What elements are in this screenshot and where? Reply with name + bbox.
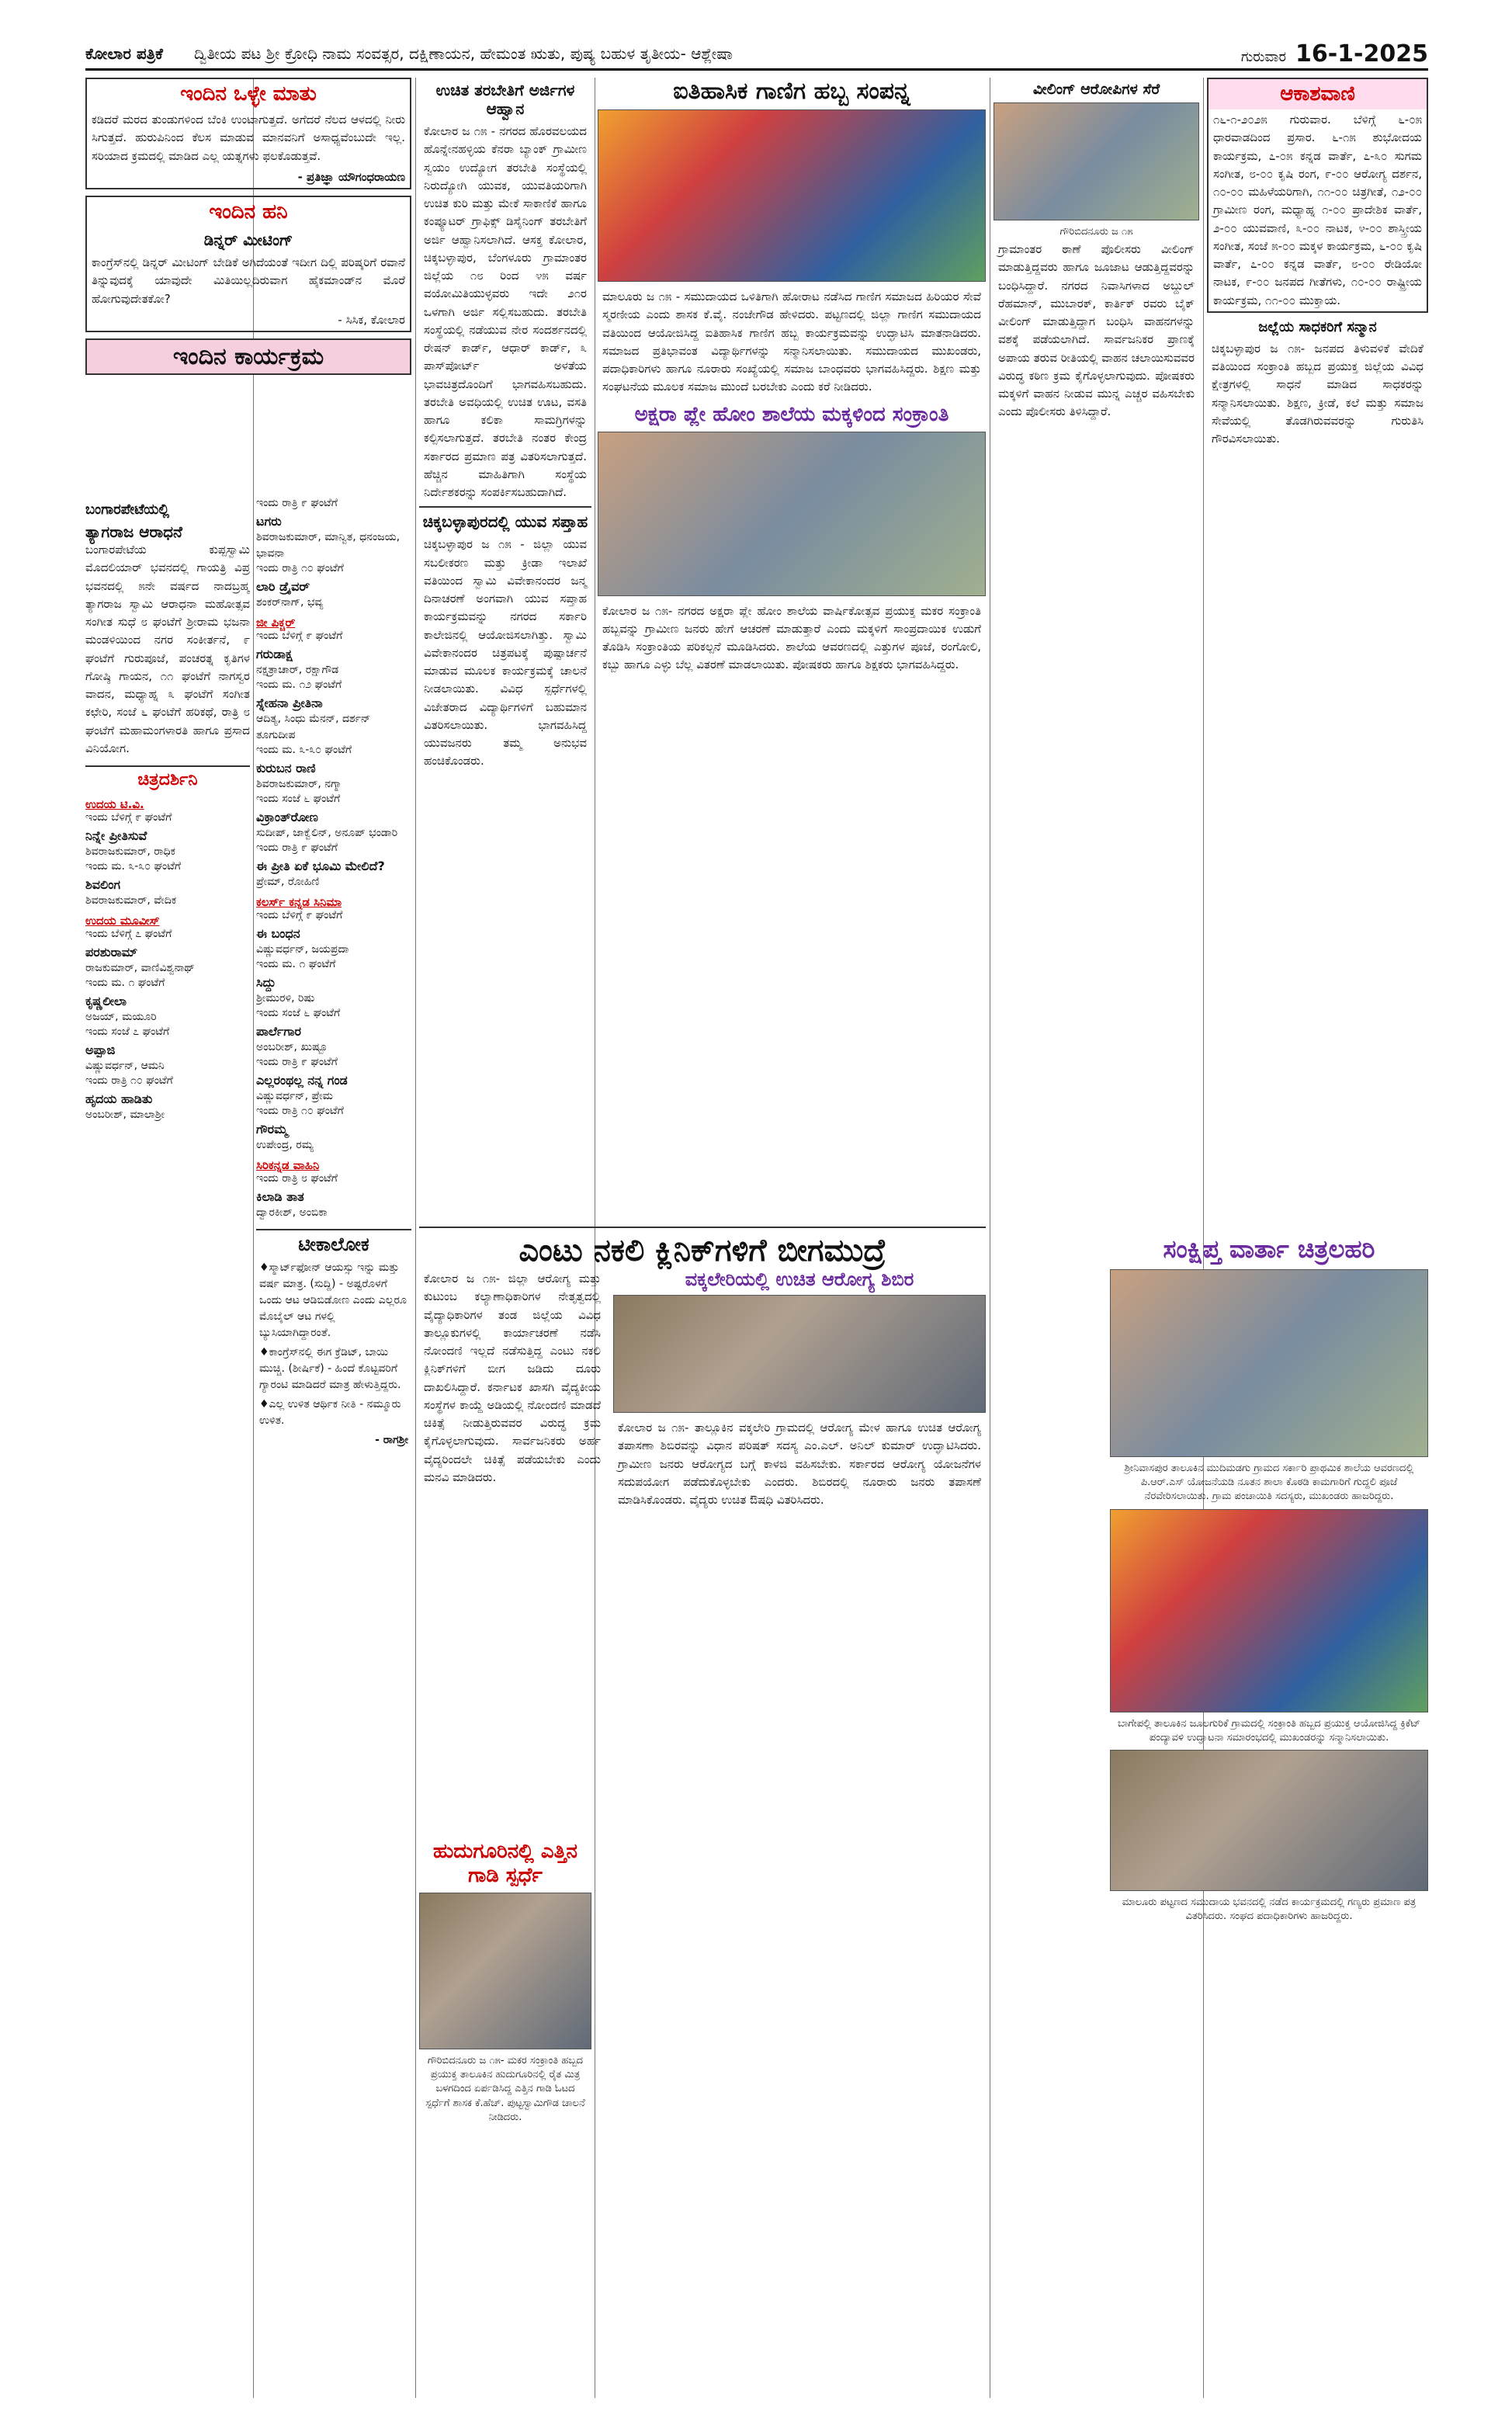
cinema-title: ಸ್ನೇಹನಾ ಪ್ರೀತಿನಾ <box>256 696 323 710</box>
art8-text: ಕೋಲಾರ ಜ ೧೫- ತಾಲ್ಲೂಕಿನ ವಕ್ಕಲೇರಿ ಗ್ರಾಮದಲ್ಲಿ ಆರೋಗ್ಯ ಮೇಳ ಹಾಗೂ ಉಚಿತ ಆರೋಗ್ಯ ತಪಾಸಣಾ ಶಿಬಿರವನ್ನು ವಿಧಾನ ಪರಿಷತ್ ಸದಸ್ಯ ಎಂ.ಎಲ್. ಅನಿಲ್ ಕುಮಾರ್ ಉದ್ಘಾಟಿಸಿದರು. ಗ್ರಾಮೀಣ ಜನರು ಆರೋಗ್ಯದ ಬಗ್ಗೆ ಕಾಳಜಿ ವಹಿಸಬೇಕು. ಸರ್ಕಾರದ ಆರೋಗ್ಯ ಯೋಜನೆಗಳ ಸದುಪಯೋಗ ಪಡೆದುಕೊಳ್ಳಬೇಕು ಎಂದರು. ಶಿಬಿರದಲ್ಲಿ ನೂರಾರು ಜನರು ತಪಾಸಣೆ ಮಾಡಿಸಿಕೊಂಡರು. ವೈದ್ಯರು ಉಚಿತ ಔಷಧಿ ವಿತರಿಸಿದರು. <box>618 1421 981 1507</box>
good-word-title: ಇಂದಿನ ಒಳ್ಳೇ ಮಾತು <box>180 82 317 106</box>
good-word-box <box>85 78 411 189</box>
art10-title: ಸಂಕ್ಷಿಪ್ತ ವಾರ್ತಾ ಚಿತ್ರಲಹರಿ <box>1163 1234 1375 1264</box>
chitra-time: ಇಂದು ಮ. ೧ ಘಂಟೆಗೆ <box>85 977 165 989</box>
cinema-title: ಟಗರು <box>256 514 282 529</box>
cinema-title: ವಿಕ್ರಾಂತ್‌ರೋಣ <box>256 810 318 824</box>
cinema-time: ಇಂದು ಮ. ೧ ಘಂಟೆಗೆ <box>256 958 336 970</box>
art7-title: ಎಂಟು ನಕಲಿ ಕ್ಲಿನಿಕ್‌ಗಳಿಗೆ ಬೀಗಮುದ್ರೆ <box>419 1227 986 1268</box>
chitra-title-item: ಹೃದಯ ಹಾಡಿತು <box>85 1091 153 1106</box>
teeka-list <box>256 1258 411 1431</box>
cinema-time: ಇಂದು ಬೆಳಿಗ್ಗೆ ೯ ಘಂಟೆಗೆ <box>256 909 343 921</box>
teeka-author: - ರಾಗಶ್ರೀ <box>375 1434 408 1446</box>
art5-text: ಗ್ರಾಮಾಂತರ ಠಾಣೆ ಪೊಲೀಸರು ವೀಲಿಂಗ್ ಮಾಡುತ್ತಿದ್ದವರು ಹಾಗೂ ಜೂಜಾಟ ಆಡುತ್ತಿದ್ದವರನ್ನು ಬಂಧಿಸಿದ್ದಾರೆ. ನಗರದ ನಿವಾಸಿಗಳಾದ ಅಬ್ದುಲ್ ರೆಹಮಾನ್, ಮುಬಾರಕ್, ಕಾರ್ತಿಕ್ ರವರು ಬೈಕ್ ವೀಲಿಂಗ್ ಮಾಡುತ್ತಿದ್ದಾಗ ಬಂಧಿಸಿ ವಾಹನಗಳನ್ನು ವಶಕ್ಕೆ ಪಡೆಯಲಾಗಿದೆ. ಸಾರ್ವಜನಿಕರ ಪ್ರಾಣಕ್ಕೆ ಅಪಾಯ ತರುವ ರೀತಿಯಲ್ಲಿ ವಾಹನ ಚಲಾಯಿಸುವವರ ವಿರುದ್ಧ ಕಠಿಣ ಕ್ರಮ ಕೈಗೊಳ್ಳಲಾಗುವುದು. ಪೋಷಕರು ಮಕ್ಕಳಿಗೆ ವಾಹನ ನೀಡುವ ಮುನ್ನ ಎಚ್ಚರ ವಹಿಸಬೇಕು ಎಂದು ಪೊಲೀಸರು ತಿಳಿಸಿದ್ದಾರೆ. <box>998 242 1195 419</box>
cinema-time: ಇಂದು ಸಂಜೆ ೬ ಘಂಟೆಗೆ <box>256 793 341 805</box>
radio-text: ೧೬-೧-೨೦೨೫ ಗುರುವಾರ. ಬೆಳಿಗ್ಗೆ ೬-೦೫ ಧಾರವಾಡದಿಂದ ಪ್ರಸಾರ. ೬-೧೫ ಶುಭೋದಯ ಕಾರ್ಯಕ್ರಮ, ೭-೦೫ ಕನ್ನಡ ವಾರ್ತೆ, ೭-೩೦ ಸುಗಮ ಸಂಗೀತ, ೮-೦೦ ಕೃಷಿ ರಂಗ, ೯-೦೦ ಆರೋಗ್ಯ ದರ್ಶನ, ೧೦-೦೦ ಮಹಿಳೆಯರಿಗಾಗಿ, ೧೧-೦೦ ಚಿತ್ರಗೀತೆ, ೧೨-೦೦ ಗ್ರಾಮೀಣ ರಂಗ, ಮಧ್ಯಾಹ್ನ ೧-೦೦ ಪ್ರಾದೇಶಿಕ ವಾರ್ತೆ, ೨-೦೦ ಯುವವಾಣಿ, ೩-೦೦ ನಾಟಕ, ೪-೦೦ ಶಾಸ್ತ್ರೀಯ ಸಂಗೀತ, ಸಂಜೆ ೫-೦೦ ಮಕ್ಕಳ ಕಾರ್ಯಕ್ರಮ, ೬-೦೦ ಕೃಷಿ ವಾರ್ತೆ, ೭-೦೦ ಕನ್ನಡ ವಾರ್ತೆ, ೮-೦೦ ರೇಡಿಯೋ ನಾಟಕ, ೯-೦೦ ಜನಪದ ಗೀತೆಗಳು, ೧೦-೦೦ ರಾಷ್ಟ್ರೀಯ ಕಾರ್ಯಕ್ರಮ, ೧೧-೦೦ ಮುಕ್ತಾಯ. <box>1213 113 1422 307</box>
cinema-cast: ವಿಷ್ಣುವರ್ಧನ್, ಪ್ರೇಮ <box>256 1090 333 1102</box>
cinema-cast: ಸುದೀಪ್, ಜಾಕ್ವೆಲಿನ್, ಅನೂಪ್ ಭಂಡಾರಿ <box>256 827 398 839</box>
cinema-time: ಇಂದು ರಾತ್ರಿ ೯ ಘಂಟೆಗೆ <box>256 841 338 854</box>
chitra-time: ಇಂದು ರಾತ್ರಿ ೧೦ ಘಂಟೆಗೆ <box>85 1074 173 1087</box>
art9-text: ಚಿಕ್ಕಬಳ್ಳಾಪುರ ಜ ೧೫- ಜನಪದ ತಿಳುವಳಿಕೆ ವೇದಿಕೆ ವತಿಯಿಂದ ಸಂಕ್ರಾಂತಿ ಹಬ್ಬದ ಪ್ರಯುಕ್ತ ಜಿಲ್ಲೆಯ ವಿವಿಧ ಕ್ಷೇತ್ರಗಳಲ್ಲಿ ಸಾಧನೆ ಮಾಡಿದ ಸಾಧಕರನ್ನು ಸನ್ಮಾನಿಸಲಾಯಿತು. ಶಿಕ್ಷಣ, ಕ್ರೀಡೆ, ಕಲೆ ಮತ್ತು ಸಮಾಜ ಸೇವೆಯಲ್ಲಿ ತೊಡಗಿರುವವರನ್ನು ಗುರುತಿಸಿ ಗೌರವಿಸಲಾಯಿತು. <box>1212 341 1424 446</box>
chitra-title: ಚಿತ್ರದರ್ಶಿನಿ <box>137 770 198 789</box>
joke-author: - ಸಿಸಿಕ, ಕೋಲಾರ <box>338 312 405 327</box>
cinema-title: ಕಿಲಾಡಿ ತಾತ <box>256 1189 304 1204</box>
chitra-time: ಇಂದು ಮ. ೩-೩೦ ಘಂಟೆಗೆ <box>85 860 182 873</box>
good-word-author: - ಪ್ರತಿಜ್ಞಾ ಯೌಗಂಧರಾಯಣ <box>297 169 405 184</box>
program-column <box>85 497 250 2398</box>
cinema-time: ಇಂದು ಬೆಳಿಗ್ಗೆ ೯ ಘಂಟೆಗೆ <box>256 630 343 642</box>
chitra-cast: ಅಜಯ್, ಮಯೂರಿ <box>85 1011 157 1023</box>
cinema-time: ಇಂದು ಮ. ೧೨ ಘಂಟೆಗೆ <box>256 678 342 691</box>
chitra-time: ಇಂದು ಸಂಜೆ ೭ ಘಂಟೆಗೆ <box>85 1025 170 1038</box>
photo-news-1 <box>1110 1269 1428 1457</box>
art9-title: ಜಲ್ಲೆಯ ಸಾಧಕರಿಗೆ ಸನ್ಮಾನ <box>1258 318 1377 335</box>
art2-text: ಚಿಕ್ಕಬಳ್ಳಾಪುರ ಜ ೧೫ - ಜಿಲ್ಲಾ ಯುವ ಸಬಲೀಕರಣ ಮತ್ತು ಕ್ರೀಡಾ ಇಲಾಖೆ ವತಿಯಿಂದ ಸ್ವಾಮಿ ವಿವೇಕಾನಂದರ ಜನ್ಮ ದಿನಾಚರಣೆ ಅಂಗವಾಗಿ ಯುವ ಸಪ್ತಾಹ ಕಾರ್ಯಕ್ರಮವನ್ನು ನಗರದ ಸರ್ಕಾರಿ ಕಾಲೇಜಿನಲ್ಲಿ ಆಯೋಜಿಸಲಾಗಿತ್ತು. ಸ್ವಾಮಿ ವಿವೇಕಾನಂದರ ಚಿತ್ರಪಟಕ್ಕೆ ಪುಷ್ಪಾರ್ಚನೆ ಮಾಡುವ ಮೂಲಕ ಕಾರ್ಯಕ್ರಮಕ್ಕೆ ಚಾಲನೆ ನೀಡಲಾಯಿತು. ವಿವಿಧ ಸ್ಪರ್ಧೆಗಳಲ್ಲಿ ವಿಜೇತರಾದ ವಿದ್ಯಾರ್ಥಿಗಳಿಗೆ ಬಹುಮಾನ ವಿತರಿಸಲಾಯಿತು. ಭಾಗವಹಿಸಿದ್ದ ಯುವಜನರು ತಮ್ಮ ಅನುಭವ ಹಂಚಿಕೊಂಡರು. <box>424 537 587 769</box>
gaaniga-festival-photo <box>598 109 986 282</box>
cinema-title: ಈ ಬಂಧನ <box>256 926 300 941</box>
chitra-list-2 <box>85 928 250 1123</box>
bullock-section <box>419 1840 591 2398</box>
cinema-cast: ಶಂಕರ್‌ನಾಗ್, ಭವ್ಯ <box>256 596 324 609</box>
cinema-title: ಸಿದ್ದು <box>256 975 276 990</box>
program-event: ತ್ಯಾಗರಾಜ ಆರಾಧನೆ <box>85 522 182 541</box>
cinema-cast: ಪ್ರೇಮ್, ರೋಹಿಣಿ <box>256 876 320 888</box>
chitra-cast: ಅಂಬರೀಶ್, ಮಾಲಾಶ್ರೀ <box>85 1109 165 1121</box>
chitra-cast: ಶಿವರಾಜಕುಮಾರ್, ವೇದಿಕ <box>85 894 177 907</box>
art7-column <box>419 1268 605 1511</box>
cinema-cast: ಶ್ರೀಮುರಳಿ, ರಿಷು <box>256 992 315 1005</box>
program-header <box>85 338 411 375</box>
cinema-time: ಇಂದು ರಾತ್ರಿ ೯ ಘಂಟೆಗೆ <box>256 497 338 509</box>
art10-cap2: ಬಾಗೇಪಲ್ಲಿ ತಾಲೂಕಿನ ಜೂಲಗುರಿಕೆ ಗ್ರಾಮದಲ್ಲಿ ಸಂಕ್ರಾಂತಿ ಹಬ್ಬದ ಪ್ರಯುಕ್ತ ಆಯೋಜಿಸಿದ್ದ ಕ್ರಿಕೆಟ್ ಪಂದ್ಯಾವಳಿ ಉದ್ಘಾಟನಾ ಸಮಾರಂಭದಲ್ಲಿ ಮುಖಂಡರನ್ನು ಸನ್ಮಾನಿಸಲಾಯಿತು. <box>1117 1717 1421 1744</box>
chitra-tag2: ಉದಯ ಮೂವೀಸ್ <box>85 914 160 928</box>
cinema-column <box>256 497 411 2398</box>
cinema-time: ಇಂದು ಮ. ೩-೩೦ ಘಂಟೆಗೆ <box>256 744 352 756</box>
art8-title: ವಕ್ಕಲೇರಿಯಲ್ಲಿ ಉಚಿತ ಆರೋಗ್ಯ ಶಿಬಿರ <box>685 1268 914 1290</box>
chitra-title-item: ಶಿವಲಿಂಗ <box>85 877 120 892</box>
joke-box <box>85 196 411 332</box>
chitra-tag1: ಉದಯ ಟಿ.ವಿ. <box>85 797 144 811</box>
chitra-cast: ವಿಷ್ಣುವರ್ಧನ್, ಆಮನಿ <box>85 1060 165 1072</box>
cinema-list <box>256 497 411 1221</box>
police-photo <box>994 102 1199 220</box>
chitra-title-item: ಪರಶುರಾಮ್ <box>85 945 138 959</box>
art2-title: ಚಿಕ್ಕಬಳ್ಳಾಪುರದಲ್ಲಿ ಯುವ ಸಪ್ತಾಹ <box>419 506 591 531</box>
panchanga-line: ದ್ವಿತೀಯ ಪಟ ಶ್ರೀ ಕ್ರೋಧಿ ನಾಮ ಸಂವತ್ಸರ, ದಕ್ಷಿಣಾಯನ, ಹೇಮಂತ ಋತು, ಪುಷ್ಯ ಬಹುಳ ತೃತೀಯ- ಆಶ್ಲೇಷಾ <box>193 44 733 63</box>
sankranti-photo <box>598 432 986 596</box>
cinema-time: ಇಂದು ರಾತ್ರಿ ೯ ಘಂಟೆಗೆ <box>256 1056 338 1068</box>
cinema-time: ಇಂದು ರಾತ್ರಿ ೧೦ ಘಂಟೆಗೆ <box>256 562 344 574</box>
cinema-title: ಗರುಡಾಕ್ಷ <box>256 647 293 661</box>
cinema-cast: ವಿಷ್ಣುವರ್ಧನ್, ಜಯಪ್ರದಾ <box>256 943 349 956</box>
cinema-cast: ಉಪೇಂದ್ರ, ರಮ್ಯ <box>256 1139 314 1151</box>
art5-caption: ಗೌರಿಬಿದನೂರು ಜ ೧೫ <box>1059 226 1133 238</box>
art4-title: ಐತಿಹಾಸಿಕ ಗಾಣಿಗ ಹಬ್ಬ ಸಂಪನ್ನ <box>673 78 910 105</box>
cinema-channel-tag: ಜೀ ಪಿಕ್ಚರ್ <box>256 616 296 630</box>
issue-date: ಗುರುವಾರ 16-1-2025 <box>1240 40 1428 68</box>
program-text: ಬಂಗಾರಪೇಟೆಯ ಕುಪ್ಪಸ್ವಾಮಿ ಮೊದಲಿಯಾರ್ ಭವನದಲ್ಲಿ ಗಾಯತ್ರಿ ವಿಪ್ರ ಭವನದಲ್ಲಿ ೫ನೇ ವರ್ಷದ ನಾದಬ್ರಹ್ಮ ತ್ಯಾಗರಾಜ ಸ್ವಾಮಿ ಆರಾಧನಾ ಮಹೋತ್ಸವ ಸಂಗೀತ ಸುಧೆ ೮ ಘಂಟೆಗೆ ಶ್ರೀರಾಮ ಭಜನಾ ಮಂಡಳಿಯಿಂದ ನಗರ ಸಂಕೀರ್ತನೆ, ೯ ಘಂಟೆಗೆ ಗುರುಪೂಜೆ, ಪಂಚರತ್ನ ಕೃತಿಗಳ ಗೋಷ್ಠಿ ಗಾಯನ, ೧೧ ಘಂಟೆಗೆ ನಾಗಸ್ವರ ವಾದನ, ಮಧ್ಯಾಹ್ನ ೩ ಘಂಟೆಗೆ ಸಂಗೀತ ಕಛೇರಿ, ಸಂಜೆ ೬ ಘಂಟೆಗೆ ಹರಿಕಥೆ, ರಾತ್ರಿ ೮ ಘಂಟೆಗೆ ಮಹಾಮಂಗಳಾರತಿ ಹಾಗೂ ಪ್ರಸಾದ ವಿನಿಯೋಗ. <box>85 543 250 755</box>
art3-caption: ಗೌರಿಬಿದನೂರು ಜ ೧೫- ಮಕರ ಸಂಕ್ರಾಂತಿ ಹಬ್ಬದ ಪ್ರಯುಕ್ತ ತಾಲೂಕಿನ ಹುದುಗೂರಿನಲ್ಲಿ ರೈತ ಮಿತ್ರ ಬಳಗದಿಂದ ಏರ್ಪಡಿಸಿದ್ದ ಎತ್ತಿನ ಗಾಡಿ ಓಟದ ಸ್ಪರ್ಧೆಗೆ ಶಾಸಕ ಕೆ.ಹೆಚ್. ಪುಟ್ಟಸ್ವಾಮಿಗೌಡ ಚಾಲನೆ ನೀಡಿದರು. <box>425 2055 585 2123</box>
program-title: ಇಂದಿನ ಕಾರ್ಯಕ್ರಮ <box>172 343 324 370</box>
radio-title: ಆಕಾಶವಾಣಿ <box>1209 79 1427 109</box>
health-camp-photo <box>613 1295 986 1413</box>
chitra-title-item: ಕೃಷ್ಣಲೀಲಾ <box>85 994 127 1008</box>
joke-title: ಇಂದಿನ ಹನಿ <box>209 200 288 224</box>
chitra-cast: ರಾಜಕುಮಾರ್, ವಾಣಿವಿಶ್ವನಾಥ್ <box>85 962 195 974</box>
art1-title: ಉಚಿತ ತರಬೇತಿಗೆ ಅರ್ಜಿಗಳ ಆಹ್ವಾನ <box>435 81 575 118</box>
masthead <box>85 39 1428 71</box>
paper-name: ಕೋಲಾರ ಪತ್ರಿಕೆ <box>85 44 163 63</box>
bullock-race-photo <box>419 1893 591 2049</box>
chitra-title-item: ನಿನ್ನೇ ಪ್ರೀತಿಸುವೆ <box>85 828 147 843</box>
art1-text: ಕೋಲಾರ ಜ ೧೫ - ನಗರದ ಹೊರವಲಯದ ಹೊನ್ನೇನಹಳ್ಳಿಯ ಕೆನರಾ ಬ್ಯಾಂಕ್ ಗ್ರಾಮೀಣ ಸ್ವಯಂ ಉದ್ಯೋಗ ತರಬೇತಿ ಸಂಸ್ಥೆಯಲ್ಲಿ ನಿರುದ್ಯೋಗಿ ಯುವಕ, ಯುವತಿಯರಿಗಾಗಿ ಉಚಿತ ಕುರಿ ಮತ್ತು ಮೇಕೆ ಸಾಕಾಣಿಕೆ ಹಾಗೂ ಕಂಪ್ಯೂಟರ್ ಗ್ರಾಫಿಕ್ಸ್ ಡಿಸೈನಿಂಗ್ ತರಬೇತಿಗೆ ಅರ್ಜಿ ಆಹ್ವಾನಿಸಲಾಗಿದೆ. ಆಸಕ್ತ ಕೋಲಾರ, ಚಿಕ್ಕಬಳ್ಳಾಪುರ, ಬೆಂಗಳೂರು ಗ್ರಾಮಾಂತರ ಜಿಲ್ಲೆಯ ೧೮ ರಿಂದ ೪೫ ವರ್ಷ ವಯೋಮಿತಿಯುಳ್ಳವರು ಇದೇ ೨೧ರ ಒಳಗಾಗಿ ಅರ್ಜಿ ಸಲ್ಲಿಸಬಹುದು. ತರಬೇತಿ ಸಂಸ್ಥೆಯಲ್ಲಿ ನಡೆಯುವ ನೇರ ಸಂದರ್ಶನದಲ್ಲಿ ರೇಷನ್ ಕಾರ್ಡ್, ಆಧಾರ್ ಕಾರ್ಡ್, ೩ ಪಾಸ್‌ಪೋರ್ಟ್ ಅಳತೆಯ ಭಾವಚಿತ್ರದೊಂದಿಗೆ ಭಾಗವಹಿಸಬಹುದು. ತರಬೇತಿ ಅವಧಿಯಲ್ಲಿ ಉಚಿತ ಊಟ, ವಸತಿ ಹಾಗೂ ಕಲಿಕಾ ಸಾಮಗ್ರಿಗಳನ್ನು ಕಲ್ಪಿಸಲಾಗುತ್ತದೆ. ತರಬೇತಿ ನಂತರ ಕೇಂದ್ರ ಸರ್ಕಾರದ ಪ್ರಮಾಣ ಪತ್ರ ವಿತರಿಸಲಾಗುತ್ತದೆ. ಹೆಚ್ಚಿನ ಮಾಹಿತಿಗಾಗಿ ಸಂಸ್ಥೆಯ ನಿರ್ದೇಶಕರನ್ನು ಸಂಪರ್ಕಿಸಬಹುದಾಗಿದೆ. <box>424 124 587 499</box>
cinema-cast: ಆದಿತ್ಯ, ಸಿಂಧು ಮೆನನ್, ದರ್ಶನ್ ತೂಗುದೀಪ <box>256 713 371 741</box>
cinema-channel-tag: ಸಿರಿಕನ್ನಡ ವಾಹಿನಿ <box>256 1158 320 1172</box>
chitra-time: ಇಂದು ಬೆಳಿಗ್ಗೆ ೯ ಘಂಟೆಗೆ <box>85 811 172 824</box>
chitra-title-item: ಅಪ್ಪಾಜಿ <box>85 1043 116 1057</box>
radio-box <box>1207 78 1428 313</box>
chitra-list-1 <box>85 811 250 909</box>
cinema-cast: ಶಿವರಾಜಕುಮಾರ್, ನಗ್ಮಾ <box>256 778 342 790</box>
cinema-cast: ದ್ವಾರಕೀಶ್, ಅಂಬಿಕಾ <box>256 1206 328 1219</box>
photo-news-3 <box>1110 1750 1428 1891</box>
program-place: ಬಂಗಾರಪೇಟೆಯಲ್ಲಿ <box>85 501 170 518</box>
teeka-item: ♦ಕಾಂಗ್ರೆಸ್‌ನಲ್ಲಿ ಈಗ ಕ್ರೆಡಿಟ್, ಬಾಯಿ ಮುಚ್ಚಿ. (ಶೀರ್ಷಿಕೆ) - ಹಿಂದೆ ಕೊಟ್ಟವರಿಗೆ ಗ್ಯಾರಂಟಿ ಮಾಡಿದರೆ ಮಾತ್ರ ಹೇಳುತ್ತಿದ್ದರು. <box>259 1346 401 1391</box>
cinema-title: ಲಾರಿ ಡ್ರೈವರ್ <box>256 579 310 594</box>
cinema-cast: ಶಿವರಾಜಕುಮಾರ್, ಮಾನ್ವಿತ, ಧನಂಜಯ, ಭಾವನಾ <box>256 531 401 560</box>
art6-title: ಅಕ್ಷರಾ ಪ್ಲೇ ಹೋಂ ಶಾಲೆಯ ಮಕ್ಕಳಿಂದ ಸಂಕ್ರಾಂತಿ <box>634 402 949 426</box>
art5-title: ವೀಲಿಂಗ್ ಆರೋಪಿಗಳ ಸೆರೆ <box>1032 81 1160 98</box>
chitra-time: ಇಂದು ಬೆಳಿಗ್ಗೆ ೭ ಘಂಟೆಗೆ <box>85 928 172 940</box>
chitra-cast: ಶಿವರಾಜಕುಮಾರ್, ರಾಧಿಕ <box>85 845 175 858</box>
cinema-time: ಇಂದು ರಾತ್ರಿ ೧೦ ಘಂಟೆಗೆ <box>256 1105 344 1117</box>
art8-column <box>613 1268 986 1511</box>
teeka-item: ♦ಎಲ್ಲ ಉಳಿತ ಆರ್ಥಿಕ ನೀತಿ - ನಮ್ಮೂರು ಉಳಿತ. <box>259 1398 401 1427</box>
teeka-item: ♦ಸ್ಮಾರ್ಟ್‌ಫೋನ್ ಆಯಸ್ಸು ಇನ್ನು ಮತ್ತು ವರ್ಷ ಮಾತ್ರ. (ಸುದ್ದಿ) - ಅಷ್ಟರೊಳಗೆ ಒಂದು ಆಟ ಆಡಿಬಿಡೋಣ ಎಂದು ಎಲ್ಲರೂ ಮೊಬೈಲ್ ಆಟ ಗಳಲ್ಲಿ ಬ್ಯುಸಿಯಾಗಿದ್ದಾರಂತೆ. <box>259 1261 407 1339</box>
cinema-cast: ನಕ್ಷತ್ರಾಚಾರ್, ರಕ್ಷಾಗೌಡ <box>256 664 339 676</box>
cinema-title: ಈ ಪ್ರೀತಿ ಏಕೆ ಭೂಮಿ ಮೇಲಿದೆ? <box>256 859 385 873</box>
art7-text: ಕೋಲಾರ ಜ ೧೫- ಜಿಲ್ಲಾ ಆರೋಗ್ಯ ಮತ್ತು ಕುಟುಂಬ ಕಲ್ಯಾಣಾಧಿಕಾರಿಗಳ ನೇತೃತ್ವದಲ್ಲಿ ವೈದ್ಯಾಧಿಕಾರಿಗಳ ತಂಡ ಜಿಲ್ಲೆಯ ವಿವಿಧ ತಾಲ್ಲೂಕುಗಳಲ್ಲಿ ಕಾರ್ಯಾಚರಣೆ ನಡೆಸಿ ನೋಂದಣಿ ಇಲ್ಲದೆ ನಡೆಸುತ್ತಿದ್ದ ಎಂಟು ನಕಲಿ ಕ್ಲಿನಿಕ್‌ಗಳಿಗೆ ಬೀಗ ಜಡಿದು ದೂರು ದಾಖಲಿಸಿದ್ದಾರೆ. ಕರ್ನಾಟಕ ಖಾಸಗಿ ವೈದ್ಯಕೀಯ ಸಂಸ್ಥೆಗಳ ಕಾಯ್ದೆ ಅಡಿಯಲ್ಲಿ ನೋಂದಣಿ ಮಾಡದೆ ಚಿಕಿತ್ಸೆ ನೀಡುತ್ತಿರುವವರ ವಿರುದ್ಧ ಕ್ರಮ ಕೈಗೊಳ್ಳಲಾಗುವುದು. ಸಾರ್ವಜನಿಕರು ಅರ್ಹ ವೈದ್ಯರಿಂದಲೇ ಚಿಕಿತ್ಸೆ ಪಡೆಯಬೇಕು ಎಂದು ಮನವಿ ಮಾಡಿದರು. <box>424 1272 601 1484</box>
art10-cap3: ಮಾಲೂರು ಪಟ್ಟಣದ ಸಮುದಾಯ ಭವನದಲ್ಲಿ ನಡೆದ ಕಾರ್ಯಕ್ರಮದಲ್ಲಿ ಗಣ್ಯರು ಪ್ರಮಾಣ ಪತ್ರ ವಿತರಿಸಿದರು. ಸಂಘದ ಪದಾಧಿಕಾರಿಗಳು ಹಾಜರಿದ್ದರು. <box>1122 1896 1417 1923</box>
joke-text: ಕಾಂಗ್ರೆಸ್‌ನಲ್ಲಿ ಡಿನ್ನರ್ ಮೀಟಿಂಗ್ ಬೇಡಿಕೆ ಅಗಿದೆಯಂತೆ ಇದೀಗ ದಿಲ್ಲಿ ಪರಿಷ್ಕರಿಗೆ ರವಾನೆ ತಿನ್ನುವುದಕ್ಕೆ ಯಾವುದೇ ಮಿತಿಯಿಲ್ಲದಿರುವಾಗ ಹೈಕಮಾಂಡ್‌ನ ಮೊರೆ ಹೋಗುವುದೇತಕೋ? <box>92 255 405 306</box>
cinema-title: ಕುರುಬನ ರಾಣಿ <box>256 761 316 776</box>
joke-subtitle: ಡಿನ್ನರ್ ಮೀಟಿಂಗ್ <box>203 231 293 249</box>
photo-news-section <box>1110 1234 1428 2398</box>
cinema-time: ಇಂದು ಸಂಜೆ ೬ ಘಂಟೆಗೆ <box>256 1007 341 1019</box>
photo-news-2 <box>1110 1509 1428 1712</box>
cinema-title: ಪಾರ್ಲೆಗಾರ <box>256 1024 301 1039</box>
cinema-title: ಗೌರಮ್ಮ <box>256 1122 288 1136</box>
cinema-time: ಇಂದು ರಾತ್ರಿ ೮ ಘಂಟೆಗೆ <box>256 1172 338 1185</box>
art10-cap1: ಶ್ರೀನಿವಾಸಪುರ ತಾಲೂಕಿನ ಮುದಿಮಡಗು ಗ್ರಾಮದ ಸರ್ಕಾರಿ ಪ್ರಾಥಮಿಕ ಶಾಲೆಯ ಆವರಣದಲ್ಲಿ ಪಿ.ಆರ್.ಎಸ್ ಯೋಜನೆಯಡಿ ನೂತನ ಶಾಲಾ ಕೊಠಡಿ ಕಾಮಗಾರಿಗೆ ಗುದ್ದಲಿ ಪೂಜೆ ನೆರವೇರಿಸಲಾಯಿತು. ಗ್ರಾಮ ಪಂಚಾಯಿತಿ ಸದಸ್ಯರು, ಮುಖಂಡರು ಹಾಜರಿದ್ದರು. <box>1124 1463 1414 1503</box>
cinema-title: ಎಲ್ಲರಂಥಲ್ಲ ನನ್ನ ಗಂಡ <box>256 1073 348 1088</box>
good-word-text: ಕಡಿದರೆ ಮರದ ತುಂಡುಗಳಿಂದ ಬೆಂಕಿ ಉಂಟಾಗುತ್ತದೆ. ಅಗೆದರೆ ನೆಲದ ಆಳದಲ್ಲಿ ನೀರು ಸಿಗುತ್ತದೆ. ಹುರುಪಿನಿಂದ ಕೆಲಸ ಮಾಡುವ ಮಾನವನಿಗೆ ಅಸಾಧ್ಯವೆಂಬುದೇ ಇಲ್ಲ. ಸರಿಯಾದ ಕ್ರಮದಲ್ಲಿ ಮಾಡಿದ ಎಲ್ಲ ಯತ್ನಗಳು ಫಲಕೊಡುತ್ತವೆ. <box>92 113 405 163</box>
cinema-cast: ಅಂಬರೀಶ್, ಖುಷ್ಬೂ <box>256 1041 328 1053</box>
art6-text: ಕೋಲಾರ ಜ ೧೫- ನಗರದ ಅಕ್ಷರಾ ಪ್ಲೇ ಹೋಂ ಶಾಲೆಯ ವಾರ್ಷಿಕೋತ್ಸವ ಪ್ರಯುಕ್ತ ಮಕರ ಸಂಕ್ರಾಂತಿ ಹಬ್ಬವನ್ನು ಗ್ರಾಮೀಣ ಜನರು ಹೇಗೆ ಆಚರಣೆ ಮಾಡುತ್ತಾರೆ ಎಂದು ಮಕ್ಕಳಿಗೆ ಸಾಂಪ್ರದಾಯಿಕ ಉಡುಗೆ ತೊಡಿಸಿ ಸಂಕ್ರಾಂತಿಯ ಪರಿಕಲ್ಪನೆ ಮೂಡಿಸಿದರು. ಶಾಲೆಯ ಆವರಣದಲ್ಲಿ ಎತ್ತುಗಳ ಪೂಜೆ, ರಂಗೋಲಿ, ಕಬ್ಬು ಹಾಗೂ ಎಳ್ಳು ಬೆಲ್ಲ ವಿತರಣೆ ಮಾಡಲಾಯಿತು. ಪೋಷಕರು ಹಾಗೂ ಶಿಕ್ಷಕರು ಭಾಗವಹಿಸಿದ್ದರು. <box>602 603 981 672</box>
art4-text: ಮಾಲೂರು ಜ ೧೫ - ಸಮುದಾಯದ ಒಳಿತಿಗಾಗಿ ಹೋರಾಟ ನಡೆಸಿದ ಗಾಣಿಗ ಸಮಾಜದ ಹಿರಿಯರ ಸೇವೆ ಸ್ಮರಣೀಯ ಎಂದು ಶಾಸಕ ಕೆ.ವೈ. ನಂಜೇಗೌಡ ಹೇಳಿದರು. ಪಟ್ಟಣದಲ್ಲಿ ಜಿಲ್ಲಾ ಗಾಣಿಗ ಸಮುದಾಯದ ವತಿಯಿಂದ ಆಯೋಜಿಸಿದ್ದ ಐತಿಹಾಸಿಕ ಗಾಣಿಗ ಹಬ್ಬ ಕಾರ್ಯಕ್ರಮವನ್ನು ಉದ್ಘಾಟಿಸಿ ಮಾತನಾಡಿದರು. ಸಮಾಜದ ಪ್ರತಿಭಾವಂತ ವಿದ್ಯಾರ್ಥಿಗಳನ್ನು ಸನ್ಮಾನಿಸಲಾಯಿತು. ಸಮುದಾಯದ ಮುಖಂಡರು, ಪದಾಧಿಕಾರಿಗಳು ಹಾಗೂ ನೂರಾರು ಸಂಖ್ಯೆಯಲ್ಲಿ ಸಮಾಜ ಬಾಂಧವರು ಭಾಗವಹಿಸಿದ್ದರು. ಶಿಕ್ಷಣ ಮತ್ತು ಸಂಘಟನೆಯ ಮೂಲಕ ಸಮಾಜ ಮುಂದೆ ಬರಬೇಕು ಎಂದು ಕರೆ ನೀಡಿದರು. <box>602 290 981 394</box>
art3-title: ಹುದುಗೂರಿನಲ್ಲಿ ಎತ್ತಿನ ಗಾಡಿ ಸ್ಪರ್ಧೆ <box>432 1840 578 1887</box>
teeka-title: ಟೀಕಾಲೋಕ <box>298 1234 369 1255</box>
cinema-channel-tag: ಕಲರ್ಸ್ ಕನ್ನಡ ಸಿನಿಮಾ <box>256 895 342 909</box>
